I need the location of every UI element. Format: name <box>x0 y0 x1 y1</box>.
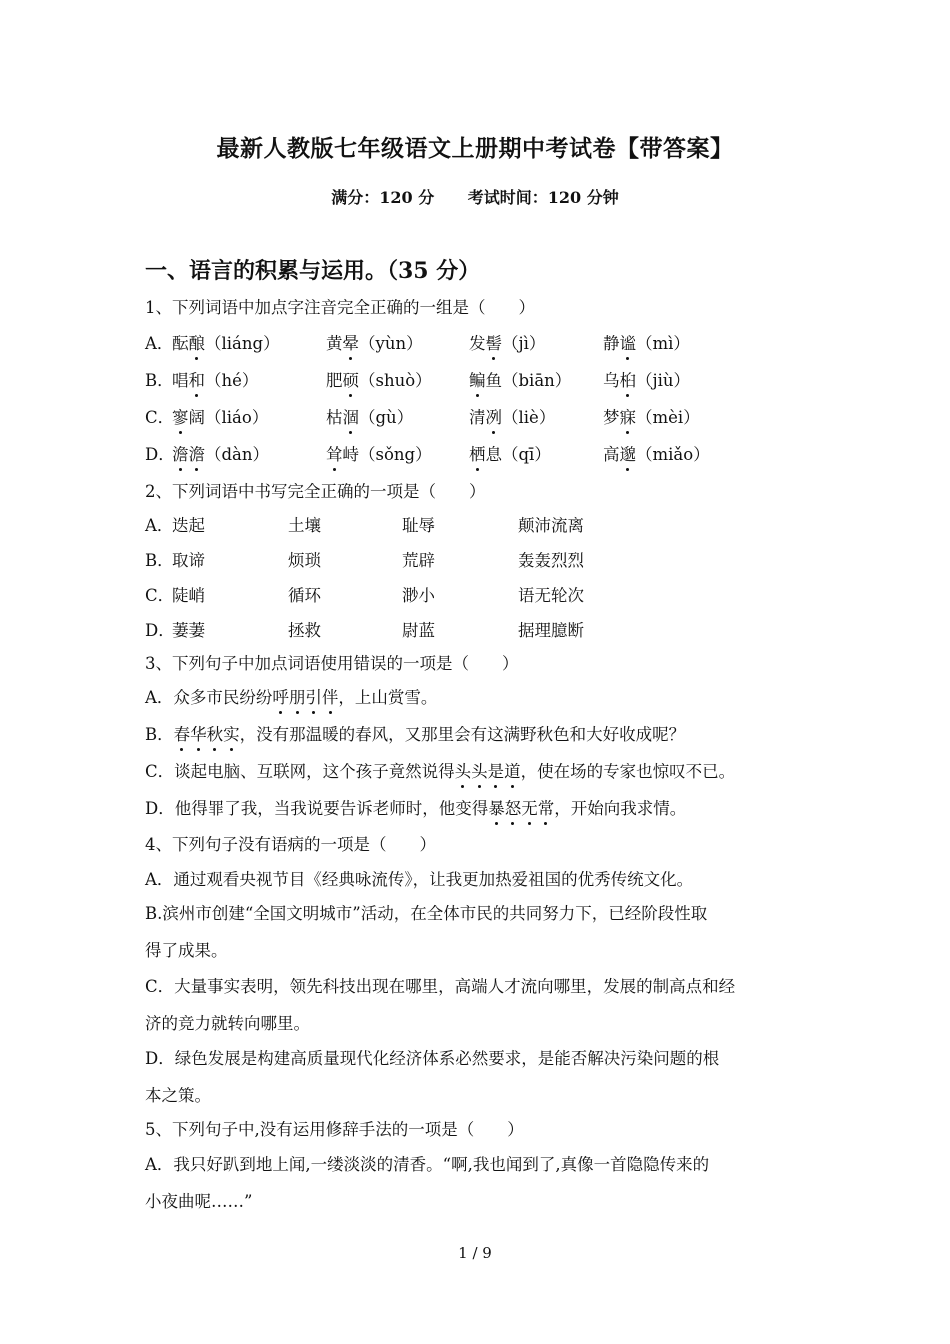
q1-word-item: 肥硕（shuò） <box>326 367 432 391</box>
q2-word-item: 据理臆断 <box>518 621 584 640</box>
full-score: 满分：120 分 <box>331 188 435 207</box>
dotted-char <box>343 408 360 427</box>
dotted-char <box>172 408 189 427</box>
emphasis-char: 澹 <box>172 441 189 465</box>
emphasis-char: 头 <box>455 758 472 782</box>
q2-word-item: 循环 <box>288 586 321 605</box>
q2-word-item: 陡峭 <box>172 586 205 605</box>
q2-word-item: 语无轮次 <box>518 586 584 605</box>
dotted-char <box>469 445 486 464</box>
q2-word-item: 土壤 <box>288 516 321 535</box>
q2-option-label: A． <box>145 516 174 535</box>
dotted-char <box>620 371 637 390</box>
dotted-char <box>620 334 637 353</box>
emphasis-char: 华 <box>190 721 207 745</box>
emphasis-char: 寥 <box>172 404 189 428</box>
q2-word-item: 烦琐 <box>288 551 321 570</box>
dotted-char <box>469 371 486 390</box>
emphasis-char: 寐 <box>620 404 637 428</box>
q2-word-item: 耻辱 <box>402 516 435 535</box>
q1-word-item: 鳊鱼（biān） <box>469 367 571 391</box>
q2-word-item: 轰轰烈烈 <box>518 551 584 570</box>
q1-word-item: 梦寐（mèi） <box>603 404 700 428</box>
q1-word-item: 发髻（jì） <box>469 330 545 354</box>
q3-option-d: D．他得罪了我，当我说要告诉老师时，他变得暴怒无常，开始向我求情。 <box>145 795 686 819</box>
q1-word-item: 耸峙（sǒng） <box>326 441 432 465</box>
dotted-char <box>343 371 360 390</box>
q1-option-label: A． <box>145 334 174 353</box>
q1-word-item: 酝酿（liáng） <box>172 330 280 354</box>
q4-option-d-line2: 本之策。 <box>145 1086 211 1105</box>
q1-word-item: 黄晕（yùn） <box>326 330 423 354</box>
q2-word-item: 荒辟 <box>402 551 435 570</box>
q2-word-item: 拯救 <box>288 621 321 640</box>
q3-option-c: C．谈起电脑、互联网，这个孩子竟然说得头头是道，使在场的专家也惊叹不已。 <box>145 758 735 782</box>
dotted-char <box>189 371 206 390</box>
q3-option-a: A．众多市民纷纷呼朋引伴，上山赏雪。 <box>145 684 437 708</box>
emphasis-char: 耸 <box>326 441 343 465</box>
q2-word-item: 萋萋 <box>172 621 205 640</box>
q4-option-d-line1: D．绿色发展是构建高质量现代化经济体系必然要求，是能否解决污染问题的根 <box>145 1049 720 1068</box>
emphasis-char: 晕 <box>343 330 360 354</box>
q5-stem: 5、下列句子中,没有运用修辞手法的一项是（ ） <box>145 1120 524 1139</box>
q2-option-label: B． <box>145 551 174 570</box>
emphasis-char: 引 <box>305 684 322 708</box>
q3-stem: 3、下列句子中加点词语使用错误的一项是（ ） <box>145 654 519 673</box>
q2-stem: 2、下列词语中书写完全正确的一项是（ ） <box>145 482 486 501</box>
exam-time: 考试时间：120 分钟 <box>467 188 619 207</box>
emphasis-char: 春 <box>174 721 191 745</box>
q1-word-item: 澹澹（dàn） <box>172 441 269 465</box>
emphasis-char: 朋 <box>289 684 306 708</box>
q4-option-a: A．通过观看央视节目《经典咏流传》，让我更加热爱祖国的优秀传统文化。 <box>145 870 694 889</box>
q1-word-item: 寥阔（liáo） <box>172 404 268 428</box>
emphasis-char: 无 <box>521 795 538 819</box>
dotted-char <box>172 445 205 464</box>
q2-word-item: 颠沛流离 <box>518 516 584 535</box>
emphasis-char: 桕 <box>620 367 637 391</box>
emphasis-char: 酿 <box>189 330 206 354</box>
q1-stem: 1、下列词语中加点字注音完全正确的一组是（ ） <box>145 298 535 317</box>
q1-word-item: 栖息（qī） <box>469 441 551 465</box>
q1-word-item: 枯涸（gù） <box>326 404 413 428</box>
dotted-char <box>620 408 637 427</box>
dotted-char <box>343 334 360 353</box>
q4-option-c-line1: C．大量事实表明，领先科技出现在哪里，高端人才流向哪里，发展的制高点和经 <box>145 977 736 996</box>
q1-option-label: B． <box>145 371 174 390</box>
q2-option-label: D． <box>145 621 175 640</box>
q1-word-item: 唱和（hé） <box>172 367 258 391</box>
q1-word-item: 静谧（mì） <box>603 330 690 354</box>
emphasis-char: 伴 <box>322 684 339 708</box>
dotted-char <box>189 334 206 353</box>
q3-option-b: B．春华秋实，没有那温暖的春风，又那里会有这满野秋色和大好收成呢？ <box>145 721 685 745</box>
exam-info <box>0 185 950 208</box>
q4-option-b-line2: 得了成果。 <box>145 941 228 960</box>
q1-option-label: C． <box>145 408 175 427</box>
emphasis-char: 冽 <box>486 404 503 428</box>
q4-option-c-line2: 济的竞力就转向哪里。 <box>145 1014 310 1033</box>
section-heading: 一、语言的积累与运用。（35 分） <box>145 258 481 284</box>
q1-option-label: D． <box>145 445 175 464</box>
emphasis-char: 涸 <box>343 404 360 428</box>
q2-word-item: 取谛 <box>172 551 205 570</box>
emphasis-char: 硕 <box>343 367 360 391</box>
dotted-phrase <box>272 688 338 707</box>
emphasis-char: 是 <box>488 758 505 782</box>
emphasis-char: 头 <box>471 758 488 782</box>
page-number: 1 / 9 <box>458 1244 492 1262</box>
emphasis-char: 栖 <box>469 441 486 465</box>
dotted-phrase <box>455 762 521 781</box>
page-title: 最新人教版七年级语文上册期中考试卷【带答案】 <box>216 135 734 162</box>
dotted-phrase <box>488 799 554 818</box>
dotted-char <box>326 445 343 464</box>
q1-word-item: 高邈（miǎo） <box>603 441 710 465</box>
q4-stem: 4、下列句子没有语病的一项是（ ） <box>145 835 436 854</box>
q5-option-a-line1: A．我只好趴到地上闻,一缕淡淡的清香。“啊,我也闻到了,真像一首隐隐传来的 <box>145 1155 710 1174</box>
emphasis-char: 邈 <box>620 441 637 465</box>
q1-word-item: 清冽（liè） <box>469 404 555 428</box>
q2-option-label: C． <box>145 586 175 605</box>
emphasis-char: 髻 <box>486 330 503 354</box>
dotted-char <box>486 334 503 353</box>
emphasis-char: 呼 <box>272 684 289 708</box>
q5-option-a-line2: 小夜曲呢……” <box>145 1192 253 1211</box>
emphasis-char: 和 <box>189 367 206 391</box>
emphasis-char: 鳊 <box>469 367 486 391</box>
q2-word-item: 渺小 <box>402 586 435 605</box>
emphasis-char: 澹 <box>189 441 206 465</box>
emphasis-char: 怒 <box>505 795 522 819</box>
dotted-char <box>486 408 503 427</box>
emphasis-char: 实 <box>223 721 240 745</box>
q1-word-item: 乌桕（jiù） <box>603 367 690 391</box>
dotted-phrase <box>174 725 240 744</box>
dotted-char <box>620 445 637 464</box>
emphasis-char: 秋 <box>207 721 224 745</box>
q2-word-item: 迭起 <box>172 516 205 535</box>
q4-option-b-line1: B.滨州市创建“全国文明城市”活动，在全体市民的共同努力下，已经阶段性取 <box>145 904 708 923</box>
q2-word-item: 尉蓝 <box>402 621 435 640</box>
emphasis-char: 常 <box>538 795 555 819</box>
emphasis-char: 暴 <box>488 795 505 819</box>
emphasis-char: 谧 <box>620 330 637 354</box>
emphasis-char: 道 <box>504 758 521 782</box>
